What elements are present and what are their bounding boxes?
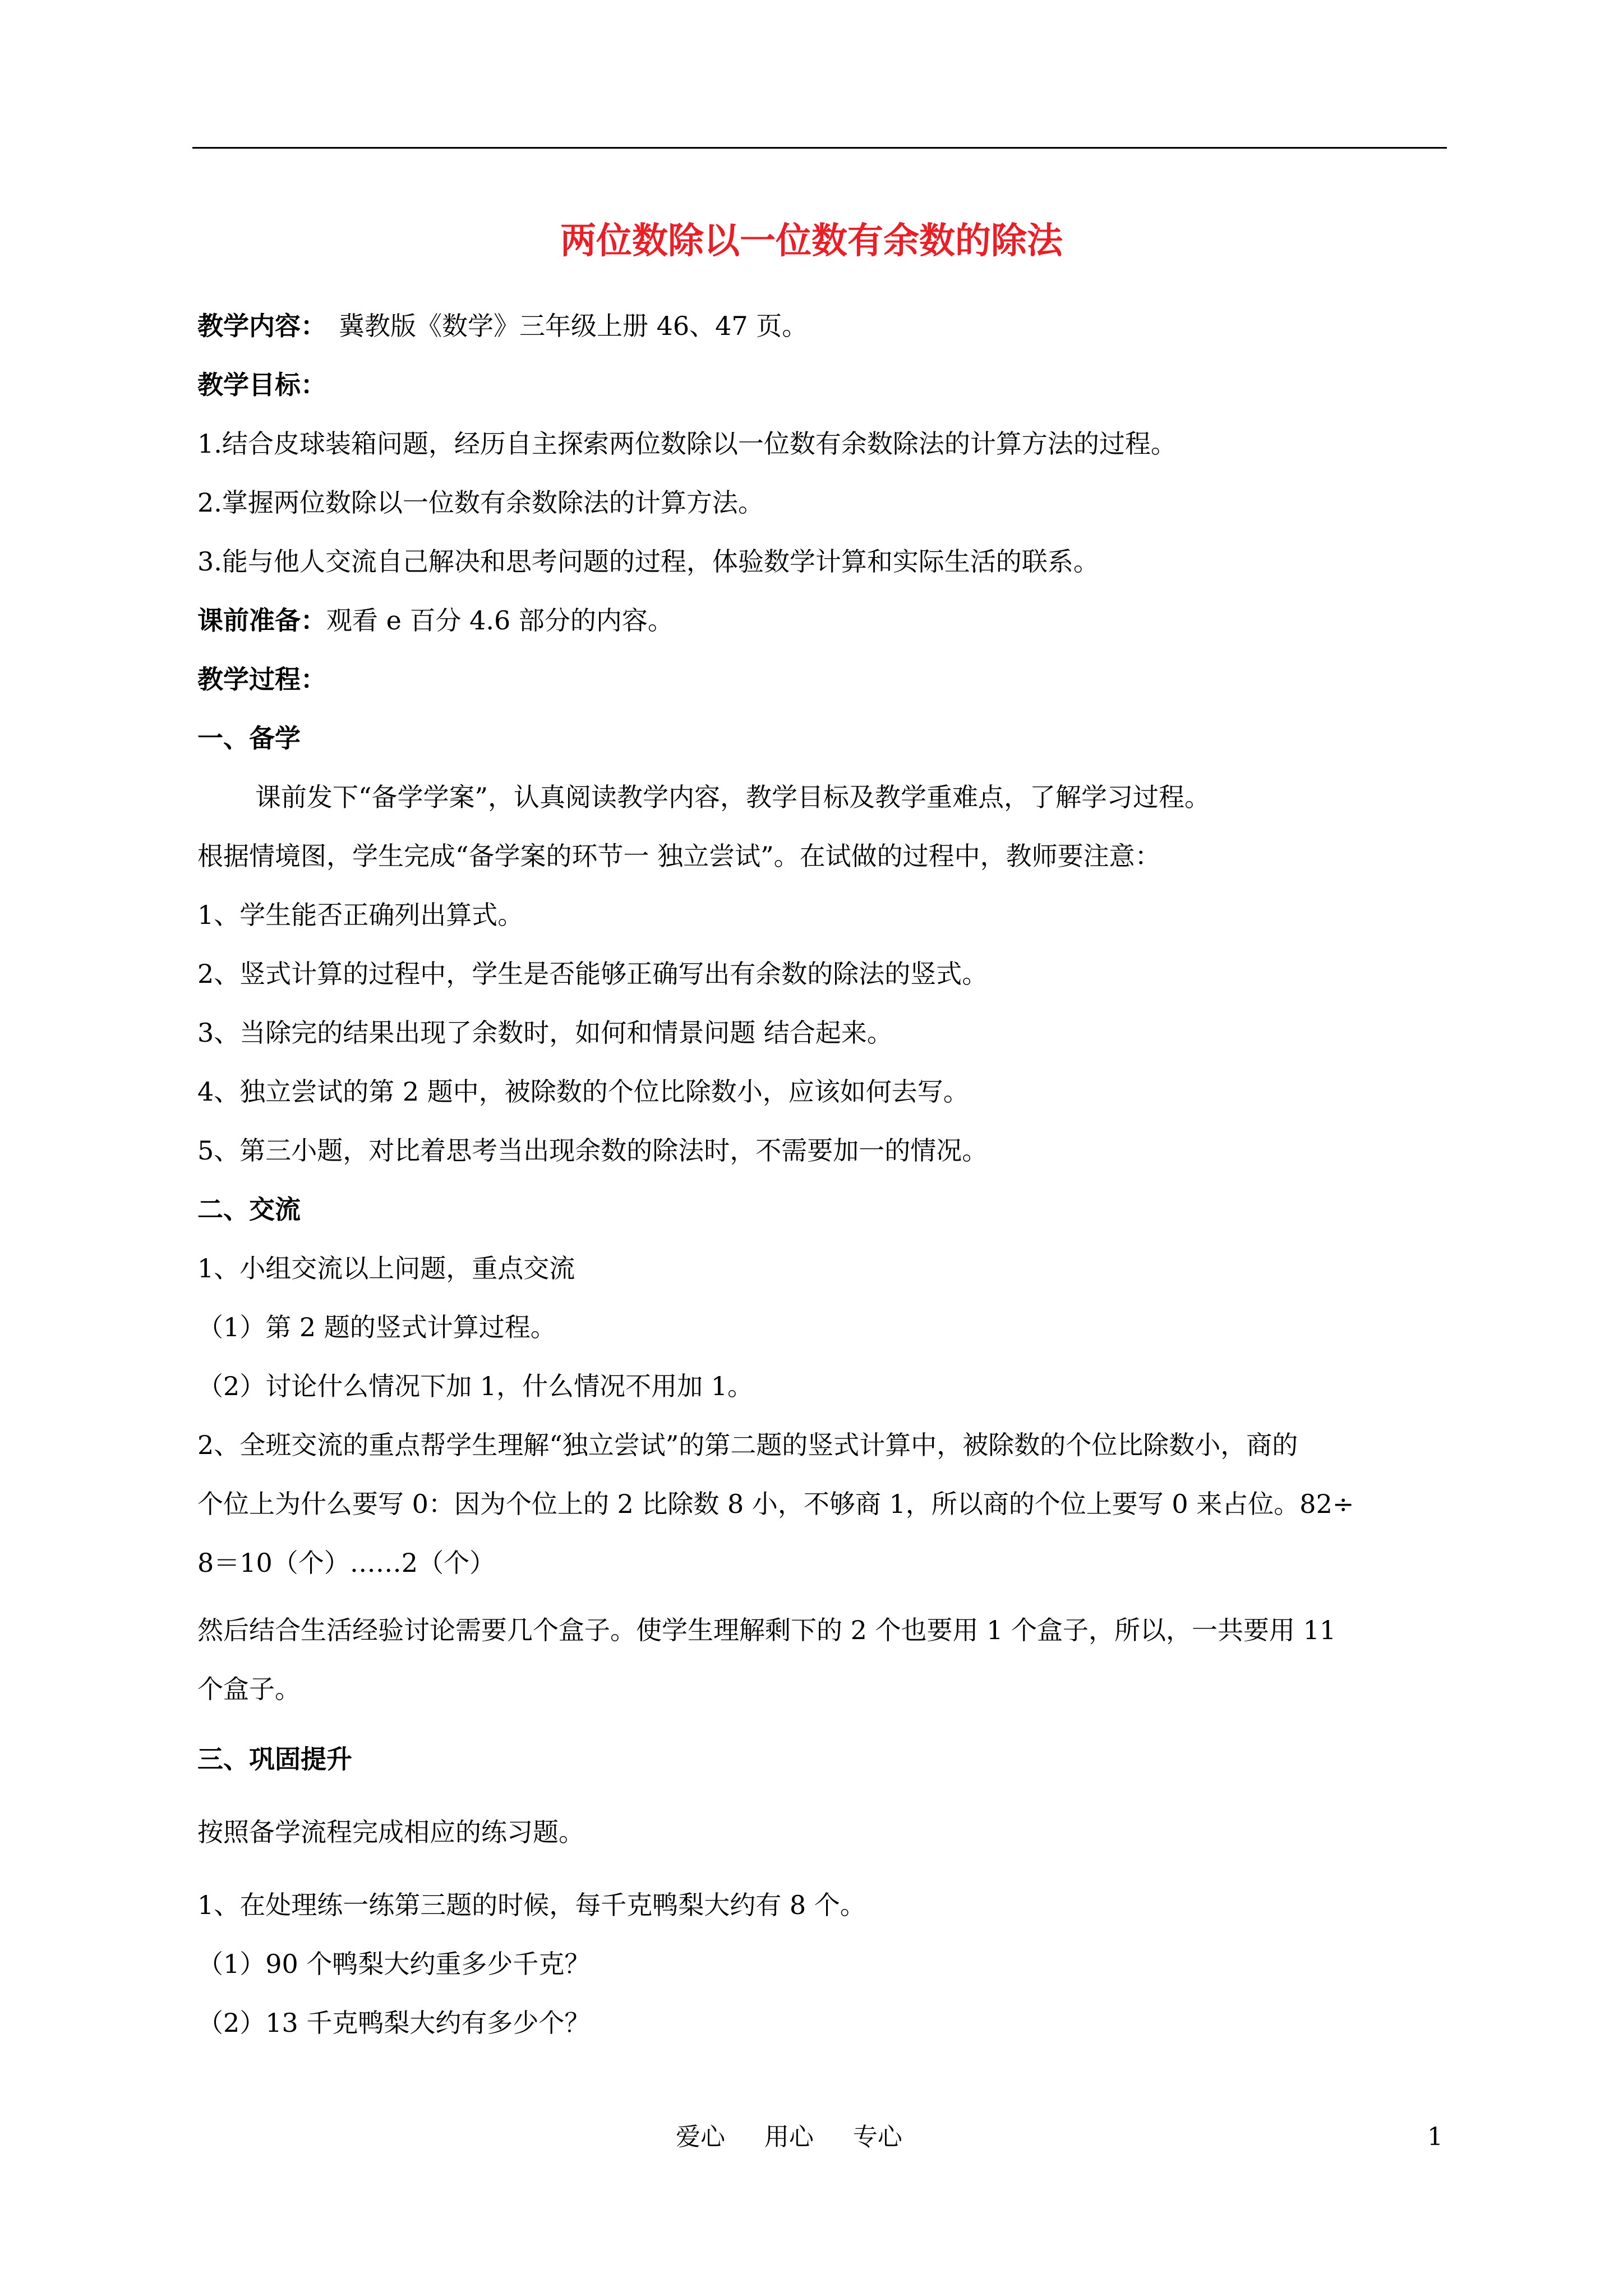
content-label: 教学内容： — [197, 311, 326, 341]
goal-item-2: 2.掌握两位数除以一位数有余数除法的计算方法。 — [197, 487, 764, 518]
section-1-item-2: 2、竖式计算的过程中，学生是否能够正确写出有余数的除法的竖式。 — [197, 959, 988, 989]
section-3-sub-1: （1）90 个鸭梨大约重多少千克？ — [197, 1949, 591, 1979]
section-1-item-4: 4、独立尝试的第 2 题中，被除数的个位比除数小，应该如何去写。 — [197, 1076, 969, 1107]
header-rule — [192, 147, 1447, 149]
section-2-sub-1: （1）第 2 题的竖式计算过程。 — [197, 1312, 556, 1342]
section-2-item-2-line-1: 2、全班交流的重点帮学生理解“独立尝试”的第二题的竖式计算中，被除数的个位比除数小，商的 — [197, 1430, 1298, 1460]
content-text: 冀教版《数学》三年级上册 46、47 页。 — [339, 311, 808, 341]
section-1-item-1: 1、学生能否正确列出算式。 — [197, 900, 524, 930]
section-3-para: 按照备学流程完成相应的练习题。 — [197, 1817, 584, 1847]
section-1-para-1: 课前发下“备学学案”，认真阅读教学内容，教学目标及教学重难点，了解学习过程。 — [255, 782, 1211, 812]
prep-text: 观看 e 百分 4.6 部分的内容。 — [326, 605, 674, 636]
section-3-sub-2: （2）13 千克鸭梨大约有多少个？ — [197, 2008, 591, 2038]
section-2-para-line-2: 个盒子。 — [197, 1674, 301, 1704]
section-2-item-1: 1、小组交流以上问题，重点交流 — [197, 1253, 575, 1283]
goal-item-1: 1.结合皮球装箱问题，经历自主探索两位数除以一位数有余数除法的计算方法的过程。 — [197, 429, 1177, 459]
section-2-sub-2: （2）讨论什么情况下加 1，什么情况不用加 1。 — [197, 1371, 754, 1401]
section-3-heading: 三、巩固提升 — [197, 1744, 352, 1774]
prep-label: 课前准备： — [197, 605, 326, 636]
section-2-heading: 二、交流 — [197, 1194, 301, 1225]
section-1-item-5: 5、第三小题，对比着思考当出现余数的除法时，不需要加一的情况。 — [197, 1135, 988, 1166]
section-1-item-3: 3、当除完的结果出现了余数时，如何和情景问题 结合起来。 — [197, 1018, 893, 1048]
section-2-para-line-1: 然后结合生活经验讨论需要几个盒子。使学生理解剩下的 2 个也要用 1 个盒子，所以，一共要用 11 — [197, 1615, 1336, 1645]
section-2-item-2-line-2: 个位上为什么要写 0：因为个位上的 2 比除数 8 小，不够商 1，所以商的个位上要写 0 来占位。82÷ — [197, 1489, 1354, 1519]
page-number: 1 — [1427, 2123, 1443, 2151]
section-1-para-2: 根据情境图，学生完成“备学案的环节一 独立尝试”。在试做的过程中，教师要注意： — [197, 841, 1161, 871]
prep-line — [197, 600, 674, 641]
process-label: 教学过程： — [197, 664, 326, 694]
section-1-heading: 一、备学 — [197, 723, 301, 753]
section-3-item-1: 1、在处理练一练第三题的时候，每千克鸭梨大约有 8 个。 — [197, 1890, 866, 1920]
footer-motto: 爱心 用心 专心 — [676, 2123, 902, 2151]
goals-label: 教学目标： — [197, 370, 326, 400]
document-title: 两位数除以一位数有余数的除法 — [560, 220, 1063, 262]
goal-item-3: 3.能与他人交流自己解决和思考问题的过程，体验数学计算和实际生活的联系。 — [197, 546, 1099, 577]
content-line — [197, 306, 808, 346]
section-2-item-2-line-3: 8＝10（个）……2（个） — [197, 1548, 496, 1578]
